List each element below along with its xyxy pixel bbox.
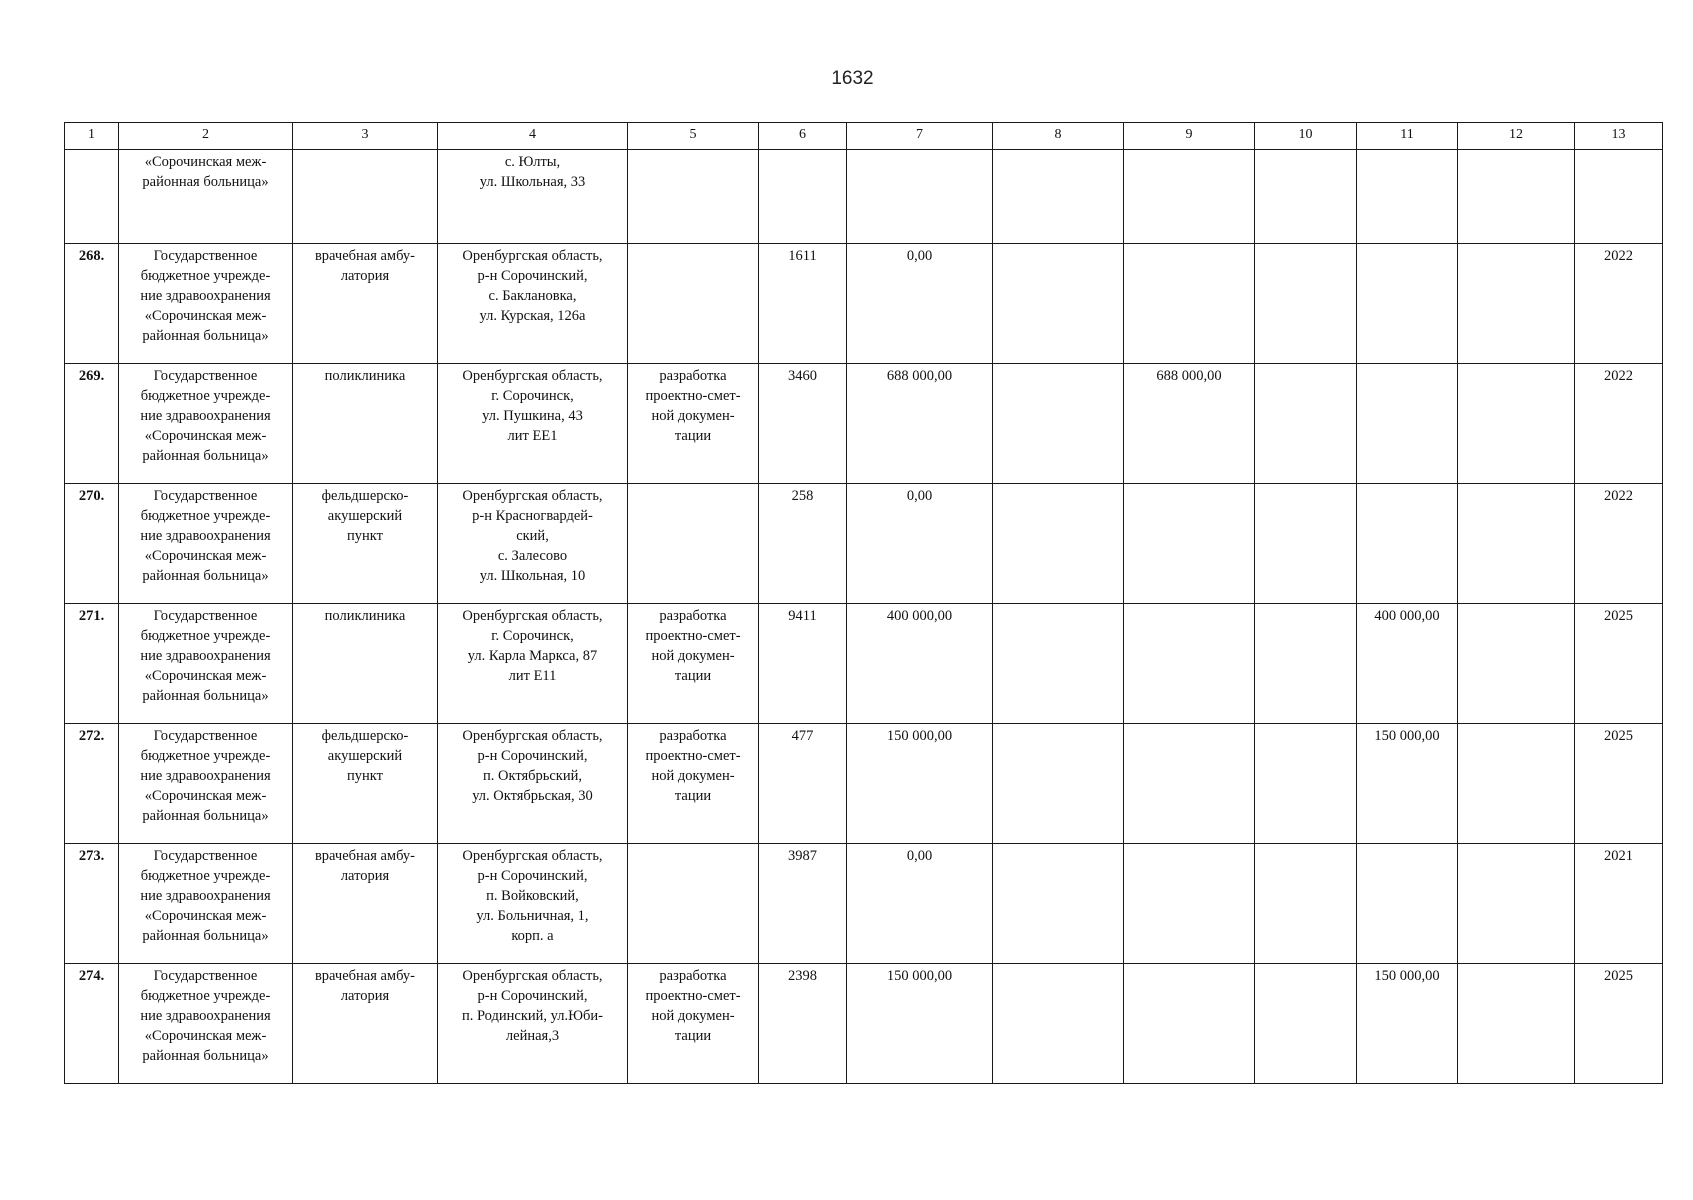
cell-address: Оренбургская область, г. Сорочинск, ул. Карла Маркса, 87 лит Е11 — [438, 604, 628, 724]
cell-10 — [1255, 604, 1357, 724]
table-row — [65, 484, 1663, 604]
cell-13: 2022 — [1575, 364, 1663, 484]
cell-type — [293, 150, 438, 244]
cell-7 — [847, 150, 993, 244]
cell-org: Государственное бюджетное учрежде- ние здравоохранения «Сорочинская меж- районная больница» — [119, 724, 293, 844]
cell-9 — [1124, 604, 1255, 724]
cell-work: разработка проектно-смет- ной докумен- тации — [628, 364, 759, 484]
cell-13: 2025 — [1575, 724, 1663, 844]
cell-10 — [1255, 364, 1357, 484]
cell-org: Государственное бюджетное учрежде- ние здравоохранения «Сорочинская меж- районная больница» — [119, 364, 293, 484]
cell-work — [628, 484, 759, 604]
cell-address: Оренбургская область, г. Сорочинск, ул. Пушкина, 43 лит ЕЕ1 — [438, 364, 628, 484]
header-cell: 12 — [1458, 123, 1575, 150]
cell-num — [65, 150, 119, 244]
cell-7: 150 000,00 — [847, 964, 993, 1084]
cell-9 — [1124, 964, 1255, 1084]
cell-9 — [1124, 150, 1255, 244]
cell-6: 3460 — [759, 364, 847, 484]
cell-org: «Сорочинская меж- районная больница» — [119, 150, 293, 244]
cell-10 — [1255, 844, 1357, 964]
cell-13: 2022 — [1575, 484, 1663, 604]
cell-6: 1611 — [759, 244, 847, 364]
cell-8 — [993, 964, 1124, 1084]
cell-13: 2021 — [1575, 844, 1663, 964]
cell-11: 150 000,00 — [1357, 724, 1458, 844]
cell-12 — [1458, 364, 1575, 484]
table-row — [65, 244, 1663, 364]
cell-address: Оренбургская область, р-н Сорочинский, с. Баклановка, ул. Курская, 126а — [438, 244, 628, 364]
cell-6: 2398 — [759, 964, 847, 1084]
cell-12 — [1458, 964, 1575, 1084]
page-number: 1632 — [831, 68, 874, 89]
cell-type: врачебная амбу- латория — [293, 844, 438, 964]
header-cell: 10 — [1255, 123, 1357, 150]
cell-address: Оренбургская область, р-н Сорочинский, п. Октябрьский, ул. Октябрьская, 30 — [438, 724, 628, 844]
header-cell: 1 — [65, 123, 119, 150]
header-cell: 5 — [628, 123, 759, 150]
cell-10 — [1255, 964, 1357, 1084]
cell-type: поликлиника — [293, 604, 438, 724]
cell-address: с. Юлты, ул. Школьная, 33 — [438, 150, 628, 244]
cell-6: 9411 — [759, 604, 847, 724]
cell-type: фельдшерско- акушерский пункт — [293, 724, 438, 844]
cell-org: Государственное бюджетное учрежде- ние здравоохранения «Сорочинская меж- районная больница» — [119, 604, 293, 724]
cell-num: 272. — [65, 724, 119, 844]
cell-org: Государственное бюджетное учрежде- ние здравоохранения «Сорочинская меж- районная больница» — [119, 844, 293, 964]
cell-13: 2022 — [1575, 244, 1663, 364]
cell-num: 269. — [65, 364, 119, 484]
cell-10 — [1255, 244, 1357, 364]
cell-work: разработка проектно-смет- ной докумен- тации — [628, 724, 759, 844]
cell-8 — [993, 364, 1124, 484]
cell-work: разработка проектно-смет- ной докумен- тации — [628, 604, 759, 724]
cell-7: 0,00 — [847, 844, 993, 964]
cell-type: врачебная амбу- латория — [293, 244, 438, 364]
cell-13 — [1575, 150, 1663, 244]
cell-work — [628, 844, 759, 964]
cell-6: 3987 — [759, 844, 847, 964]
cell-8 — [993, 150, 1124, 244]
cell-type: врачебная амбу- латория — [293, 964, 438, 1084]
header-cell: 3 — [293, 123, 438, 150]
cell-type: поликлиника — [293, 364, 438, 484]
cell-9 — [1124, 244, 1255, 364]
cell-work: разработка проектно-смет- ной докумен- тации — [628, 964, 759, 1084]
cell-11: 400 000,00 — [1357, 604, 1458, 724]
cell-12 — [1458, 844, 1575, 964]
cell-6: 258 — [759, 484, 847, 604]
continuation-row — [65, 150, 1663, 244]
cell-8 — [993, 244, 1124, 364]
cell-8 — [993, 844, 1124, 964]
cell-org: Государственное бюджетное учрежде- ние здравоохранения «Сорочинская меж- районная больница» — [119, 244, 293, 364]
cell-9: 688 000,00 — [1124, 364, 1255, 484]
header-cell: 9 — [1124, 123, 1255, 150]
cell-type: фельдшерско- акушерский пункт — [293, 484, 438, 604]
cell-org: Государственное бюджетное учрежде- ние здравоохранения «Сорочинская меж- районная больница» — [119, 484, 293, 604]
cell-address: Оренбургская область, р-н Красногвардей- ский, с. Залесово ул. Школьная, 10 — [438, 484, 628, 604]
cell-10 — [1255, 724, 1357, 844]
cell-7: 0,00 — [847, 244, 993, 364]
table-row — [65, 724, 1663, 844]
cell-address: Оренбургская область, р-н Сорочинский, п. Родинский, ул.Юби- лейная,3 — [438, 964, 628, 1084]
header-cell: 8 — [993, 123, 1124, 150]
table-row — [65, 844, 1663, 964]
header-row — [65, 123, 1663, 150]
cell-13: 2025 — [1575, 964, 1663, 1084]
cell-num: 273. — [65, 844, 119, 964]
header-cell: 6 — [759, 123, 847, 150]
cell-11 — [1357, 244, 1458, 364]
cell-10 — [1255, 150, 1357, 244]
table-row — [65, 604, 1663, 724]
cell-num: 274. — [65, 964, 119, 1084]
cell-12 — [1458, 724, 1575, 844]
cell-work — [628, 244, 759, 364]
table-row — [65, 964, 1663, 1084]
cell-num: 271. — [65, 604, 119, 724]
cell-11 — [1357, 364, 1458, 484]
cell-12 — [1458, 604, 1575, 724]
cell-work — [628, 150, 759, 244]
header-cell: 13 — [1575, 123, 1663, 150]
cell-10 — [1255, 484, 1357, 604]
cell-11: 150 000,00 — [1357, 964, 1458, 1084]
cell-11 — [1357, 484, 1458, 604]
cell-12 — [1458, 244, 1575, 364]
cell-9 — [1124, 484, 1255, 604]
cell-12 — [1458, 484, 1575, 604]
cell-6: 477 — [759, 724, 847, 844]
cell-9 — [1124, 724, 1255, 844]
cell-7: 688 000,00 — [847, 364, 993, 484]
cell-num: 268. — [65, 244, 119, 364]
header-cell: 2 — [119, 123, 293, 150]
table-row — [65, 364, 1663, 484]
cell-org: Государственное бюджетное учрежде- ние здравоохранения «Сорочинская меж- районная больница» — [119, 964, 293, 1084]
header-cell: 7 — [847, 123, 993, 150]
header-cell: 11 — [1357, 123, 1458, 150]
cell-11 — [1357, 844, 1458, 964]
cell-11 — [1357, 150, 1458, 244]
cell-7: 150 000,00 — [847, 724, 993, 844]
register-table — [64, 122, 1663, 1084]
cell-8 — [993, 724, 1124, 844]
cell-12 — [1458, 150, 1575, 244]
cell-8 — [993, 484, 1124, 604]
cell-num: 270. — [65, 484, 119, 604]
cell-7: 400 000,00 — [847, 604, 993, 724]
cell-6 — [759, 150, 847, 244]
cell-8 — [993, 604, 1124, 724]
header-cell: 4 — [438, 123, 628, 150]
cell-address: Оренбургская область, р-н Сорочинский, п. Войковский, ул. Больничная, 1, корп. а — [438, 844, 628, 964]
cell-7: 0,00 — [847, 484, 993, 604]
cell-9 — [1124, 844, 1255, 964]
cell-13: 2025 — [1575, 604, 1663, 724]
